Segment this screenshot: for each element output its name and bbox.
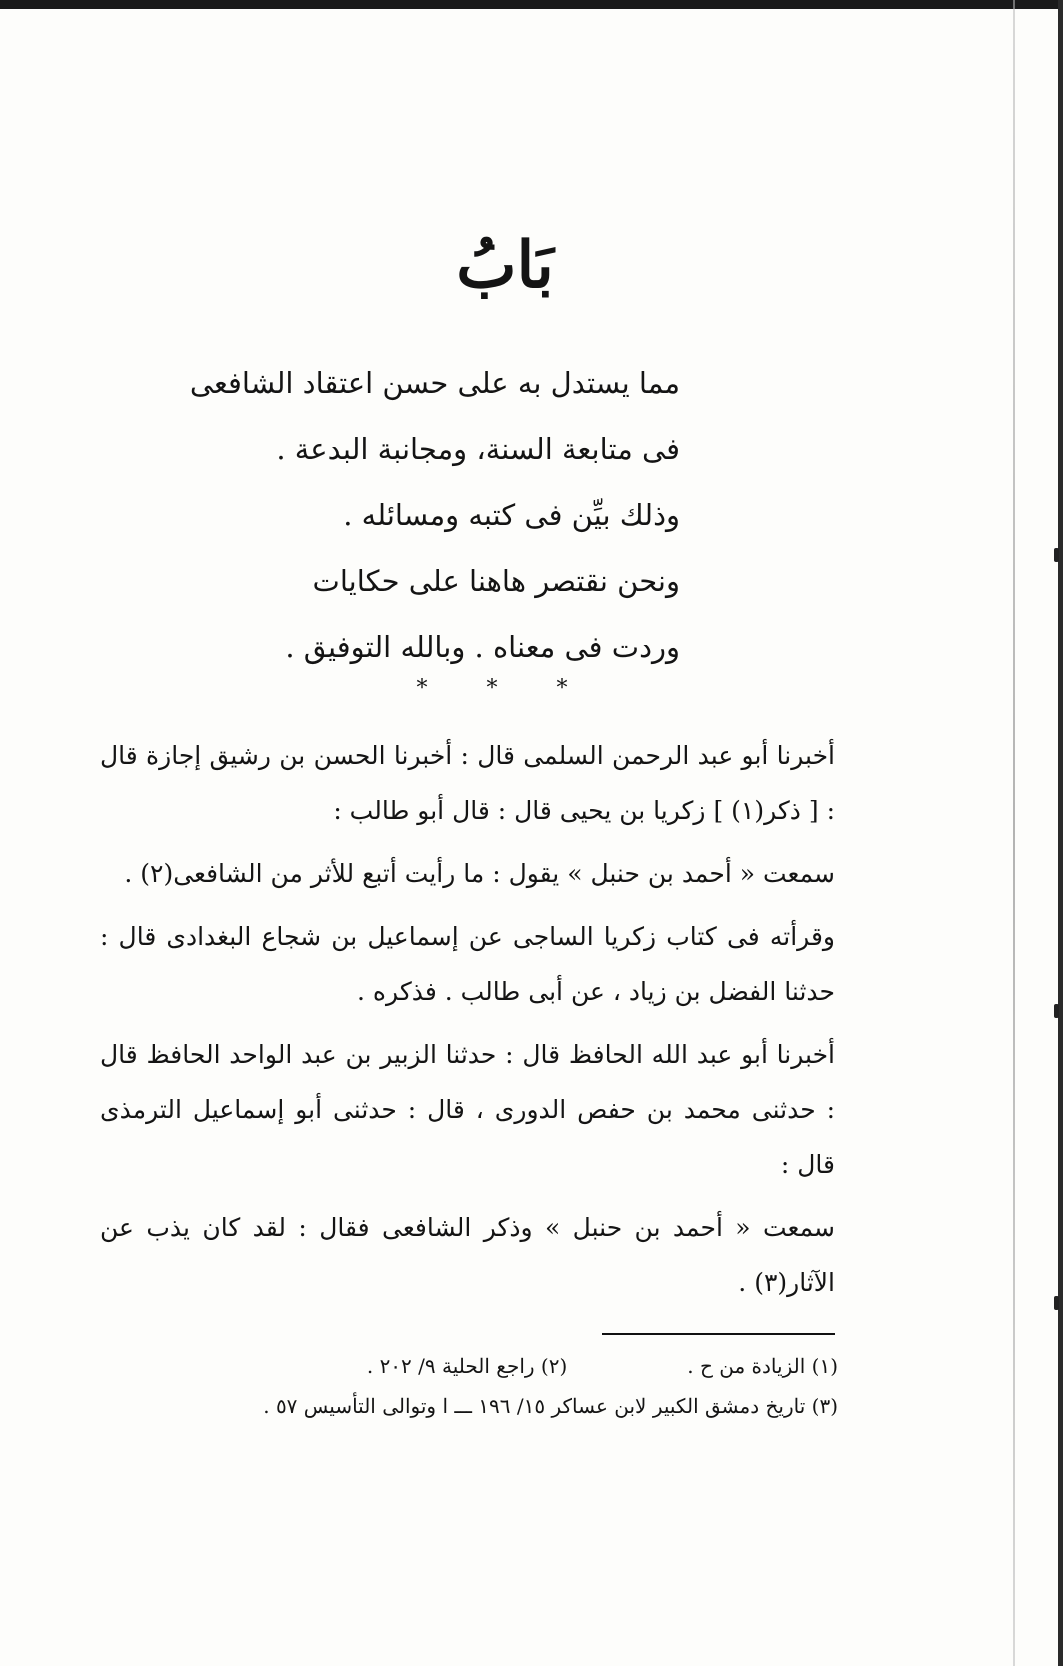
footnote-3: (٣) تاريخ دمشق الكبير لابن عساكر ١٥/ ١٩٦ ـــ ا وتوالى التأسيس ٥٧ . <box>263 1394 838 1418</box>
footnote-row <box>190 1346 838 1386</box>
paragraph: أخبرنا أبو عبد الرحمن السلمى قال : أخبرنا الحسن بن رشيق إجازة قال : [ ذكر(١) ] زكريا بن يحيى قال : قال أبو طالب : <box>100 741 835 825</box>
footnote-2: (٢) راجع الحلية ٩/ ٢٠٢ . <box>366 1354 568 1378</box>
intro-line: فى متابعة السنة، ومجانبة البدعة . <box>276 432 680 466</box>
chapter-title: بَابُ <box>456 228 554 303</box>
footnote-1: (١) الزيادة من ح . <box>687 1354 838 1378</box>
paragraph: سمعت « أحمد بن حنبل » يقول : ما رأيت أتبع للأثر من الشافعى(٢) . <box>124 859 835 888</box>
chapter-intro <box>189 350 680 680</box>
edge-mark <box>1054 1004 1059 1018</box>
page-binding-edge <box>1058 0 1063 1666</box>
paragraph: وقرأته فى كتاب زكريا الساجى عن إسماعيل بن شجاع البغدادى قال : حدثنا الفضل بن زياد ، عن أبى طالب . فذكره . <box>100 922 835 1006</box>
footnote-divider <box>602 1333 835 1335</box>
intro-line: وردت فى معناه . وبالله التوفيق . <box>285 630 680 664</box>
page-top-edge <box>0 0 1063 9</box>
intro-line: ونحن نقتصر هاهنا على حكايات <box>312 564 680 598</box>
footnote-row <box>190 1386 838 1426</box>
paragraph: أخبرنا أبو عبد الله الحافظ قال : حدثنا الزبير بن عبد الواحد الحافظ قال : حدثنى محمد بن حفص الدورى ، قال : حدثنى أبو إسماعيل الترمذى قال : <box>100 1040 835 1179</box>
intro-line: وذلك بيِّن فى كتبه ومسائله . <box>343 498 680 532</box>
paragraph: سمعت « أحمد بن حنبل » وذكر الشافعى فقال : لقد كان يذب عن الآثار(٣) . <box>100 1213 835 1297</box>
section-separator: * * * <box>416 676 594 701</box>
intro-line: مما يستدل به على حسن اعتقاد الشافعى <box>189 366 680 400</box>
edge-mark <box>1054 548 1059 562</box>
edge-mark <box>1054 1296 1059 1310</box>
page-fold-shadow <box>1013 0 1015 1666</box>
footnotes <box>190 1346 838 1426</box>
body-text <box>100 728 835 1318</box>
